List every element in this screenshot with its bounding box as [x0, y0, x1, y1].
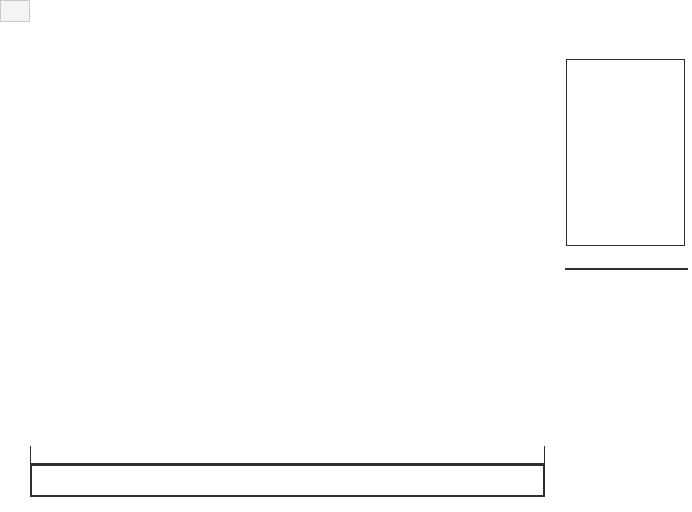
note-cell[interactable] — [30, 446, 545, 464]
excellent-classes-table[interactable] — [565, 268, 688, 270]
selection-strip — [30, 0, 445, 5]
title-cell[interactable] — [30, 22, 545, 57]
weekly-summary-box[interactable] — [566, 59, 685, 246]
footer-cell[interactable] — [30, 464, 545, 497]
select-all-corner[interactable] — [0, 0, 30, 22]
selection-fill-handle[interactable] — [541, 53, 548, 60]
